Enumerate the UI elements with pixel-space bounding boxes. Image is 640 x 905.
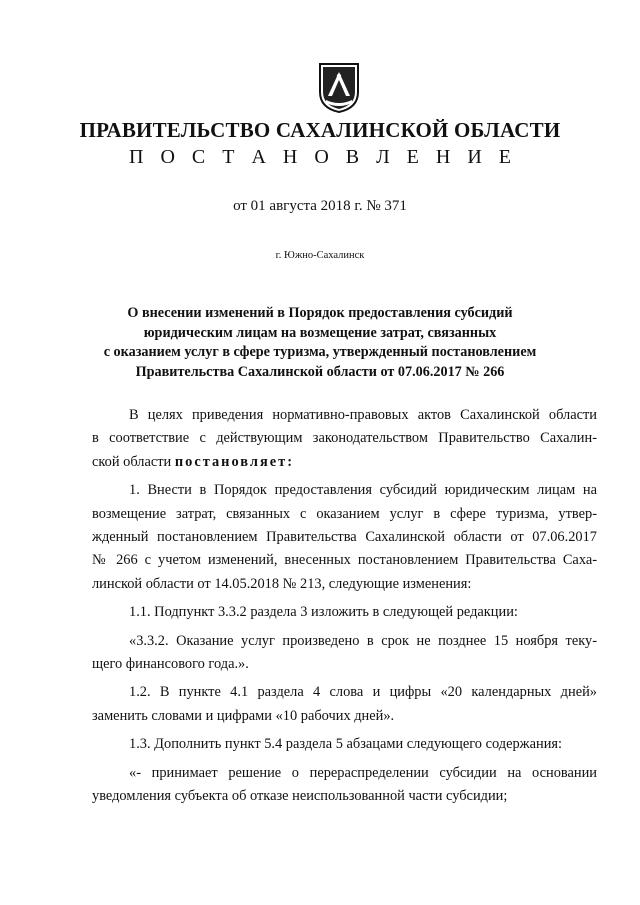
paragraph-1 bbox=[92, 479, 597, 596]
document-type: П О С Т А Н О В Л Е Н И Е bbox=[129, 146, 517, 168]
text-line: 1.3. Дополнить пункт 5.4 раздела 5 абзацами следующего содержания: bbox=[129, 736, 563, 753]
paragraph-1-3 bbox=[92, 733, 597, 756]
text-line: жденный постановлением Правительства Сахалинской области от 07.06.2017 bbox=[92, 529, 597, 546]
text-line: заменить словами и цифрами «10 рабочих дней». bbox=[92, 707, 395, 724]
resolves-keyword: постановляет: bbox=[174, 453, 294, 470]
text-line: № 266 с учетом изменений, внесенных постановлением Правительства Саха- bbox=[92, 552, 597, 569]
text-line: В целях приведения нормативно-правовых актов Сахалинской области bbox=[129, 407, 597, 423]
title-line: юридическим лицам на возмещение затрат, связанных bbox=[143, 324, 497, 341]
text-line: возмещение затрат, связанных с оказанием услуг в сфере туризма, утвер- bbox=[92, 505, 597, 522]
text-line: линской области от 14.05.2018 № 213, следующие изменения: bbox=[92, 575, 472, 592]
title-line: О внесении изменений в Порядок предоставления субсидий bbox=[127, 305, 513, 321]
decree-title bbox=[80, 304, 560, 382]
government-name: ПРАВИТЕЛЬСТВО САХАЛИНСКОЙ ОБЛАСТИ bbox=[79, 118, 561, 142]
city-name: г. Южно-Сахалинск bbox=[275, 250, 365, 261]
text-fragment: ской области bbox=[92, 453, 172, 470]
text-line: щего финансового года.». bbox=[92, 656, 249, 673]
coat-of-arms-icon bbox=[318, 62, 360, 114]
text-line: 1.2. В пункте 4.1 раздела 4 слова и цифры «20 календарных дней» bbox=[129, 684, 597, 701]
decree-body bbox=[92, 404, 597, 809]
title-line: Правительства Сахалинской области от 07.06.2017 № 266 bbox=[135, 363, 505, 380]
paragraph-quote bbox=[92, 762, 597, 809]
text-line: 1. Внести в Порядок предоставления субсидий юридическим лицам на bbox=[129, 482, 597, 499]
preamble-paragraph bbox=[92, 404, 597, 474]
title-line: с оказанием услуг в сфере туризма, утвержденный постановлением bbox=[103, 344, 537, 360]
text-line: 1.1. Подпункт 3.3.2 раздела 3 изложить в следующей редакции: bbox=[129, 604, 518, 621]
decree-date-number: от 01 августа 2018 г. № 371 bbox=[233, 198, 407, 214]
text-line: «- принимает решение о перераспределении субсидии на основании bbox=[129, 764, 597, 781]
text-line: уведомления субъекта об отказе неиспользованной части субсидии; bbox=[92, 788, 508, 805]
paragraph-3-3-2 bbox=[92, 630, 597, 677]
text-line: в соответствие с действующим законодательством Правительство Сахалин- bbox=[92, 430, 597, 447]
text-line: «3.3.2. Оказание услуг произведено в срок не позднее 15 ноября теку- bbox=[129, 632, 597, 649]
paragraph-1-2 bbox=[92, 681, 597, 728]
text-line bbox=[92, 451, 597, 474]
paragraph-1-1 bbox=[92, 601, 597, 624]
